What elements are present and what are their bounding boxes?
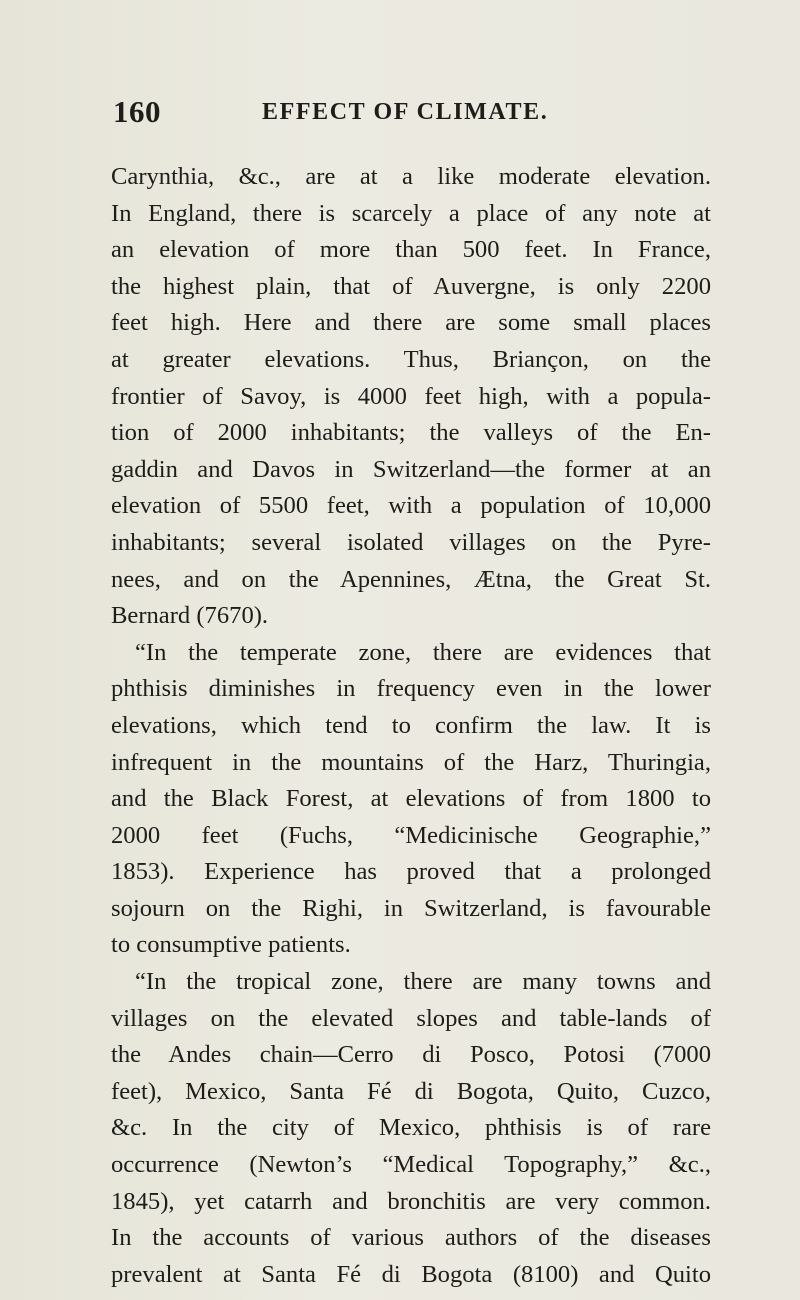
text-line: to consumptive patients. xyxy=(111,931,351,959)
text-line: 1845), yet catarrh and bronchitis are very common. xyxy=(111,1187,711,1215)
text-line: at greater elevations. Thus, Briançon, on the xyxy=(111,345,711,373)
text-line: “In the tropical zone, there are many towns and xyxy=(135,968,711,996)
text-line: 1853). Experience has proved that a prolonged xyxy=(111,858,711,886)
text-line: In England, there is scarcely a place of any note at xyxy=(111,199,711,227)
text-line: an elevation of more than 500 feet. In France, xyxy=(111,236,711,264)
page-header xyxy=(113,94,703,134)
body-text xyxy=(111,159,711,1293)
text-line: elevation of 5500 feet, with a population of 10,000 xyxy=(111,492,711,520)
text-line: occurrence (Newton’s “Medical Topography,” &c., xyxy=(111,1151,711,1179)
text-line: infrequent in the mountains of the Harz, Thuringia, xyxy=(111,748,711,776)
text-line: villages on the elevated slopes and table-lands of xyxy=(111,1004,711,1032)
text-line: nees, and on the Apennines, Ætna, the Great St. xyxy=(111,565,711,593)
text-line: frontier of Savoy, is 4000 feet high, with a popula- xyxy=(111,382,711,410)
page-number: 160 xyxy=(113,94,161,129)
text-line: inhabitants; several isolated villages on the Pyre- xyxy=(111,528,711,556)
text-line: 2000 feet (Fuchs, “Medicinische Geographie,” xyxy=(111,821,711,849)
text-line: &c. In the city of Mexico, phthisis is of rare xyxy=(111,1114,711,1142)
text-line: elevations, which tend to confirm the law. It is xyxy=(111,711,711,739)
text-line: prevalent at Santa Fé di Bogota (8100) and Quito xyxy=(111,1260,711,1288)
text-line: tion of 2000 inhabitants; the valleys of the En- xyxy=(111,419,711,447)
text-line: the Andes chain—Cerro di Posco, Potosi (7000 xyxy=(111,1041,711,1069)
running-title: EFFECT OF CLIMATE. xyxy=(262,99,549,125)
text-line: feet), Mexico, Santa Fé di Bogota, Quito, Cuzco, xyxy=(111,1077,711,1105)
text-line: Bernard (7670). xyxy=(111,602,269,630)
text-line: sojourn on the Righi, in Switzerland, is favourable xyxy=(111,894,711,922)
text-line: In the accounts of various authors of the diseases xyxy=(111,1224,711,1252)
text-line: phthisis diminishes in frequency even in the lower xyxy=(111,675,711,703)
text-line: “In the temperate zone, there are evidences that xyxy=(135,638,711,666)
text-line: gaddin and Davos in Switzerland—the former at an xyxy=(111,455,711,483)
text-line: the highest plain, that of Auvergne, is only 2200 xyxy=(111,272,711,300)
text-line: feet high. Here and there are some small places xyxy=(111,309,711,337)
text-line: and the Black Forest, at elevations of from 1800 to xyxy=(111,785,711,813)
text-line: Carynthia, &c., are at a like moderate elevation. xyxy=(111,163,711,190)
